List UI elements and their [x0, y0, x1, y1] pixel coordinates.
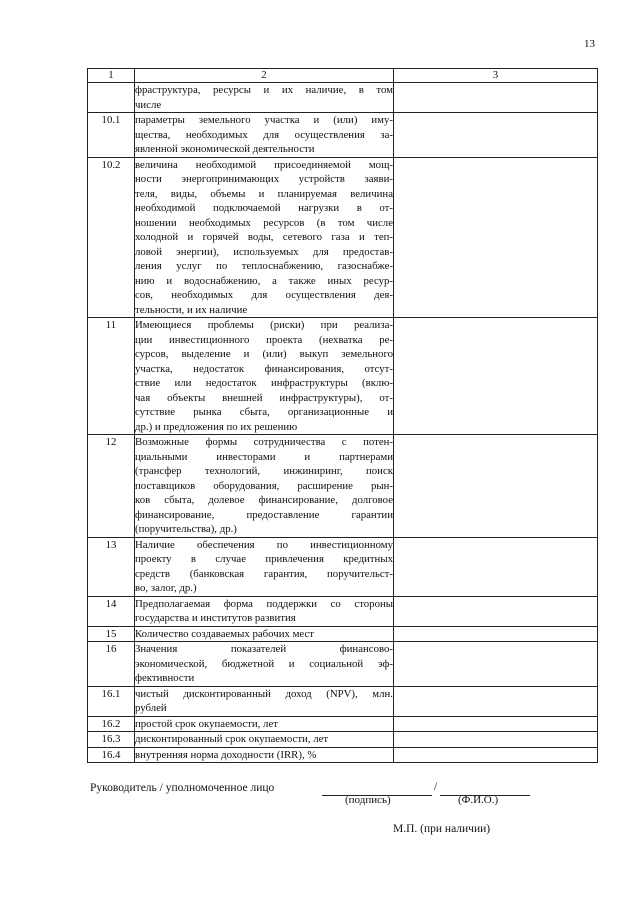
description-line: средств (банковская гарантия, поручительст-	[135, 567, 393, 580]
description-line: ков сбыта, долевое финансирование, долговое	[135, 494, 393, 506]
stamp-note: М.П. (при наличии)	[393, 823, 491, 835]
table-row	[88, 747, 598, 763]
row-number: 13	[88, 537, 135, 596]
table-header-row	[88, 69, 598, 83]
description-line: явленной экономической деятельности	[135, 143, 315, 155]
row-value-cell	[394, 435, 598, 538]
row-description	[135, 686, 394, 716]
row-number: 16	[88, 642, 135, 687]
description-line: теля, виды, объемы и планируемая величина	[135, 187, 393, 200]
description-line: фраструктура, ресурсы и их наличие, в том	[135, 84, 393, 96]
description-line: необходимой подключаемой нагрузки в от-	[135, 202, 393, 214]
table-row	[88, 642, 598, 687]
row-description	[135, 642, 394, 687]
description-line: числе	[135, 98, 162, 111]
description-line: чистый дисконтированный доход (NPV), млн.	[135, 687, 393, 700]
description-line: ношении необходимых ресурсов (в том числе	[135, 216, 393, 229]
row-value-cell	[394, 83, 598, 113]
description-line: финансирование, предоставление гарантии	[135, 508, 393, 521]
row-number: 16.3	[88, 732, 135, 748]
description-line: Значения показателей финансово-	[135, 643, 393, 655]
description-line: (поручительства), др.)	[135, 523, 237, 535]
row-description	[135, 113, 394, 158]
investment-project-table	[87, 68, 598, 763]
description-line: ловой энергии), используемых для предостав-	[135, 245, 393, 258]
row-value-cell	[394, 318, 598, 435]
header-col-1: 1	[88, 69, 135, 83]
row-description	[135, 732, 394, 748]
table-row	[88, 537, 598, 596]
page-number: 13	[584, 38, 595, 50]
description-line: (трансфер технологий, инжиниринг, поиск	[135, 465, 393, 477]
table-row	[88, 83, 598, 113]
row-value-cell	[394, 686, 598, 716]
row-value-cell	[394, 157, 598, 318]
row-number: 14	[88, 596, 135, 626]
description-line: сутствие рынка сбыта, организационные и	[135, 406, 393, 418]
row-number: 12	[88, 435, 135, 538]
row-number: 10.2	[88, 157, 135, 318]
table-row	[88, 435, 598, 538]
table-row	[88, 596, 598, 626]
header-col-2: 2	[135, 69, 394, 83]
description-line: Наличие обеспечения по инвестиционному	[135, 538, 393, 551]
table-body	[88, 83, 598, 763]
signature-slash: /	[434, 781, 438, 793]
table-row	[88, 732, 598, 748]
row-number: 11	[88, 318, 135, 435]
description-line: поставщиков оборудования, расширение рын-	[135, 479, 393, 492]
description-line: Предполагаемая форма поддержки со стороны	[135, 597, 393, 610]
description-line: Количество создаваемых рабочих мест	[135, 627, 314, 640]
table-row	[88, 626, 598, 642]
description-line: сов, необходимых для осуществления дея-	[135, 289, 393, 301]
row-number: 15	[88, 626, 135, 642]
description-line: ления услуг по теплоснабжению, газоснабже-	[135, 260, 393, 272]
row-value-cell	[394, 747, 598, 763]
description-line: государства и институтов развития	[135, 612, 296, 624]
row-description	[135, 747, 394, 763]
row-value-cell	[394, 642, 598, 687]
description-line: участка, недостаток финансирования, отсут-	[135, 362, 393, 375]
table-row	[88, 113, 598, 158]
description-line: проекту в случае привлечения кредитных	[135, 553, 393, 565]
row-number: 16.4	[88, 747, 135, 763]
row-description	[135, 435, 394, 538]
row-description	[135, 83, 394, 113]
name-caption: (Ф.И.О.)	[458, 794, 499, 806]
row-description	[135, 626, 394, 642]
description-line: Возможные формы сотрудничества с потен-	[135, 436, 393, 448]
header-col-3: 3	[394, 69, 598, 83]
description-line: параметры земельного участка и (или) иму-	[135, 114, 393, 126]
row-value-cell	[394, 596, 598, 626]
row-number: 16.1	[88, 686, 135, 716]
row-value-cell	[394, 537, 598, 596]
signatory-label: Руководитель / уполномоченное лицо	[90, 782, 275, 794]
description-line: фективности	[135, 672, 195, 684]
description-line: величина необходимой присоединяемой мощ-	[135, 158, 393, 171]
row-number	[88, 83, 135, 113]
row-description	[135, 157, 394, 318]
table-row	[88, 686, 598, 716]
row-description	[135, 318, 394, 435]
row-number: 10.1	[88, 113, 135, 158]
row-value-cell	[394, 732, 598, 748]
description-line: ствие или недостаток инфраструктуры (вклю-	[135, 377, 393, 389]
signature-caption: (подпись)	[345, 794, 391, 806]
description-line: ции инвестиционного проекта (нехватка ре-	[135, 333, 393, 346]
table-row	[88, 157, 598, 318]
description-line: внутренняя норма доходности (IRR), %	[135, 748, 317, 761]
description-line: ности энергопринимающих устройств заяви-	[135, 173, 393, 185]
row-description	[135, 716, 394, 732]
description-line: чая объекты внешней инфраструктуры), от-	[135, 391, 393, 404]
row-number: 16.2	[88, 716, 135, 732]
description-line: Имеющиеся проблемы (риски) при реализа-	[135, 319, 393, 331]
row-value-cell	[394, 626, 598, 642]
row-value-cell	[394, 716, 598, 732]
row-description	[135, 537, 394, 596]
description-line: циальными инвесторами и партнерами	[135, 450, 393, 463]
description-line: дисконтированный срок окупаемости, лет	[135, 733, 329, 745]
description-line: нию и водоснабжению, а также иных ресур-	[135, 274, 393, 287]
row-value-cell	[394, 113, 598, 158]
description-line: экономической, бюджетной и социальной эф-	[135, 657, 393, 670]
table-row	[88, 318, 598, 435]
description-line: рублей	[135, 702, 167, 714]
description-line: др.) и предложения по их решению	[135, 420, 298, 433]
row-description	[135, 596, 394, 626]
description-line: щества, необходимых для осуществления за-	[135, 128, 393, 141]
description-line: простой срок окупаемости, лет	[135, 717, 278, 730]
description-line: тельности, и их наличие	[135, 303, 248, 316]
description-line: холодной и горячей воды, сетевого газа и теп-	[135, 231, 393, 243]
table-row	[88, 716, 598, 732]
description-line: сурсов, выделение и (или) выкуп земельного	[135, 348, 393, 360]
description-line: во, залог, др.)	[135, 582, 197, 594]
